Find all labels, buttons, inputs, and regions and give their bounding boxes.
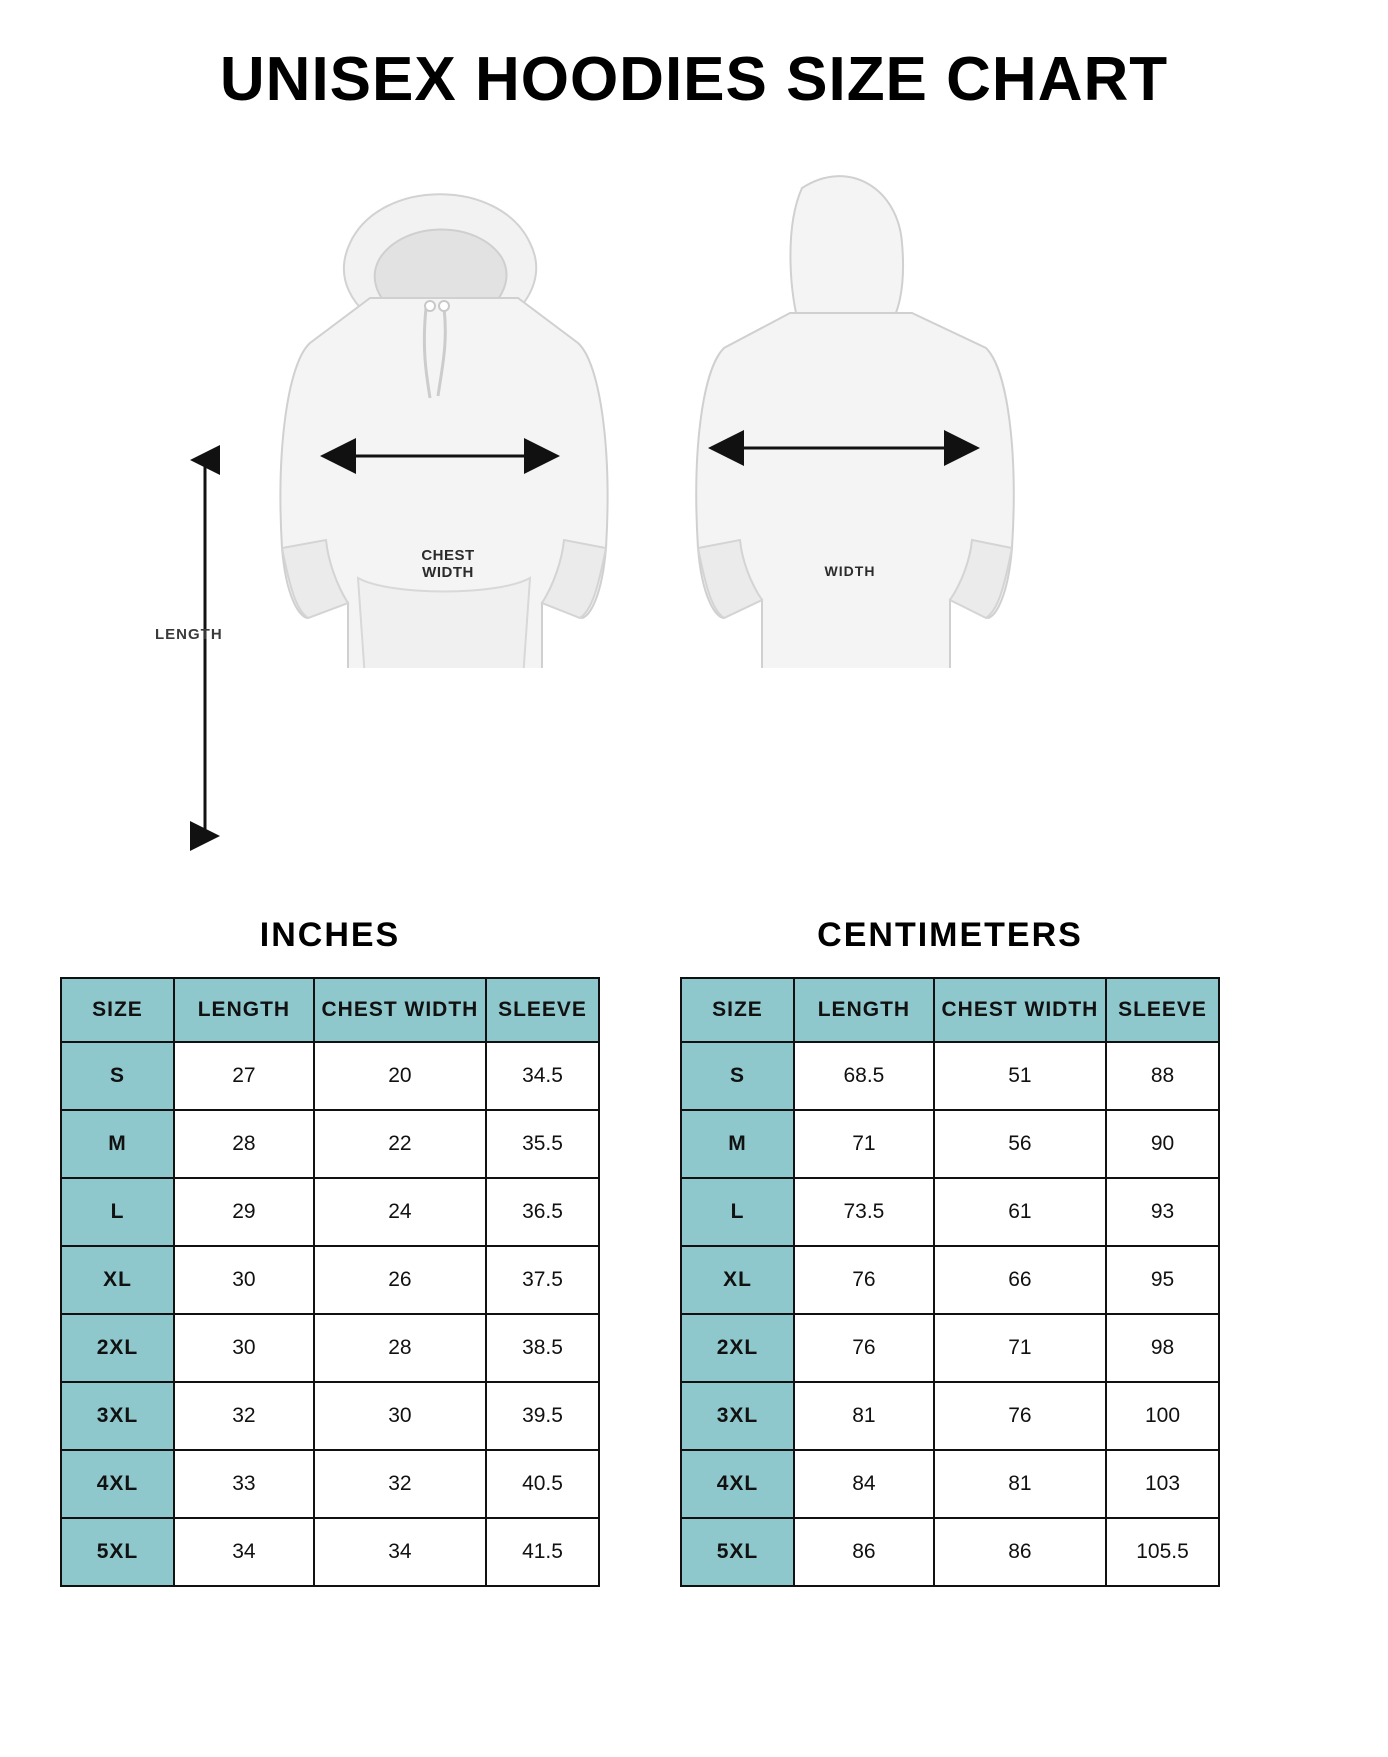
cell-size: L xyxy=(681,1178,794,1246)
table-row xyxy=(61,1314,599,1382)
cell-size: S xyxy=(61,1042,174,1110)
cell-sleeve: 98 xyxy=(1106,1314,1219,1382)
cell-chest-width: 26 xyxy=(314,1246,486,1314)
table-row xyxy=(61,1246,599,1314)
hoodie-illustration xyxy=(0,138,1388,738)
page-title: UNISEX HOODIES SIZE CHART xyxy=(219,45,1169,114)
cell-length: 86 xyxy=(794,1518,934,1586)
cell-length: 84 xyxy=(794,1450,934,1518)
cell-chest-width: 34 xyxy=(314,1518,486,1586)
cell-size: S xyxy=(681,1042,794,1110)
cell-size: 3XL xyxy=(681,1382,794,1450)
centimeters-heading: CENTIMETERS xyxy=(817,916,1083,954)
cell-length: 30 xyxy=(174,1246,314,1314)
cell-chest-width: 28 xyxy=(314,1314,486,1382)
table-row xyxy=(681,1178,1219,1246)
cell-sleeve: 103 xyxy=(1106,1450,1219,1518)
cell-length: 76 xyxy=(794,1246,934,1314)
hoodie-front-view xyxy=(230,148,650,668)
cell-sleeve: 34.5 xyxy=(486,1042,599,1110)
cell-length: 81 xyxy=(794,1382,934,1450)
cell-chest-width: 86 xyxy=(934,1518,1106,1586)
cell-length: 73.5 xyxy=(794,1178,934,1246)
cell-size: 2XL xyxy=(61,1314,174,1382)
table-row xyxy=(61,1518,599,1586)
cell-sleeve: 38.5 xyxy=(486,1314,599,1382)
cell-chest-width: 61 xyxy=(934,1178,1106,1246)
cell-chest-width: 30 xyxy=(314,1382,486,1450)
cell-size: 5XL xyxy=(61,1518,174,1586)
cell-chest-width: 66 xyxy=(934,1246,1106,1314)
col-chest-width: CHEST WIDTH xyxy=(314,978,486,1042)
cell-size: 5XL xyxy=(681,1518,794,1586)
cell-length: 34 xyxy=(174,1518,314,1586)
cell-sleeve: 36.5 xyxy=(486,1178,599,1246)
cell-chest-width: 22 xyxy=(314,1110,486,1178)
centimeters-table xyxy=(680,977,1220,1587)
col-length: LENGTH xyxy=(794,978,934,1042)
cell-sleeve: 90 xyxy=(1106,1110,1219,1178)
cell-chest-width: 56 xyxy=(934,1110,1106,1178)
cell-length: 27 xyxy=(174,1042,314,1110)
table-row xyxy=(61,1178,599,1246)
col-size: SIZE xyxy=(681,978,794,1042)
cell-sleeve: 88 xyxy=(1106,1042,1219,1110)
inches-table-block xyxy=(60,916,600,1587)
col-chest-width: CHEST WIDTH xyxy=(934,978,1106,1042)
cell-sleeve: 100 xyxy=(1106,1382,1219,1450)
table-row xyxy=(681,1450,1219,1518)
cell-sleeve: 37.5 xyxy=(486,1246,599,1314)
col-size: SIZE xyxy=(61,978,174,1042)
table-header-row xyxy=(61,978,599,1042)
table-row xyxy=(681,1382,1219,1450)
cell-chest-width: 81 xyxy=(934,1450,1106,1518)
col-sleeve: SLEEVE xyxy=(486,978,599,1042)
table-row xyxy=(681,1314,1219,1382)
width-label: WIDTH xyxy=(824,563,876,580)
cell-size: 2XL xyxy=(681,1314,794,1382)
table-row xyxy=(681,1110,1219,1178)
cell-chest-width: 32 xyxy=(314,1450,486,1518)
cell-size: 4XL xyxy=(61,1450,174,1518)
table-row xyxy=(681,1042,1219,1110)
cell-length: 33 xyxy=(174,1450,314,1518)
table-row xyxy=(61,1042,599,1110)
cell-sleeve: 105.5 xyxy=(1106,1518,1219,1586)
table-header-row xyxy=(681,978,1219,1042)
cell-sleeve: 95 xyxy=(1106,1246,1219,1314)
cell-size: XL xyxy=(681,1246,794,1314)
cell-chest-width: 24 xyxy=(314,1178,486,1246)
cell-sleeve: 93 xyxy=(1106,1178,1219,1246)
col-length: LENGTH xyxy=(174,978,314,1042)
hoodie-back-view xyxy=(650,148,1050,668)
cell-length: 68.5 xyxy=(794,1042,934,1110)
length-arrow xyxy=(175,438,235,858)
inches-heading: INCHES xyxy=(259,916,401,954)
chest-width-label: CHEST WIDTH xyxy=(421,547,475,582)
table-row xyxy=(61,1110,599,1178)
centimeters-table-block xyxy=(680,916,1220,1587)
cell-size: 3XL xyxy=(61,1382,174,1450)
cell-chest-width: 51 xyxy=(934,1042,1106,1110)
cell-sleeve: 35.5 xyxy=(486,1110,599,1178)
inches-table xyxy=(60,977,600,1587)
table-row xyxy=(61,1382,599,1450)
cell-length: 28 xyxy=(174,1110,314,1178)
cell-length: 76 xyxy=(794,1314,934,1382)
cell-sleeve: 39.5 xyxy=(486,1382,599,1450)
cell-sleeve: 41.5 xyxy=(486,1518,599,1586)
length-label: LENGTH xyxy=(155,626,223,644)
cell-sleeve: 40.5 xyxy=(486,1450,599,1518)
cell-length: 29 xyxy=(174,1178,314,1246)
cell-size: XL xyxy=(61,1246,174,1314)
cell-size: M xyxy=(681,1110,794,1178)
cell-size: 4XL xyxy=(681,1450,794,1518)
cell-length: 71 xyxy=(794,1110,934,1178)
size-chart-page xyxy=(0,46,1388,1757)
table-row xyxy=(681,1518,1219,1586)
cell-size: M xyxy=(61,1110,174,1178)
col-sleeve: SLEEVE xyxy=(1106,978,1219,1042)
cell-length: 32 xyxy=(174,1382,314,1450)
table-row xyxy=(61,1450,599,1518)
cell-chest-width: 20 xyxy=(314,1042,486,1110)
table-row xyxy=(681,1246,1219,1314)
cell-chest-width: 76 xyxy=(934,1382,1106,1450)
cell-chest-width: 71 xyxy=(934,1314,1106,1382)
cell-length: 30 xyxy=(174,1314,314,1382)
cell-size: L xyxy=(61,1178,174,1246)
